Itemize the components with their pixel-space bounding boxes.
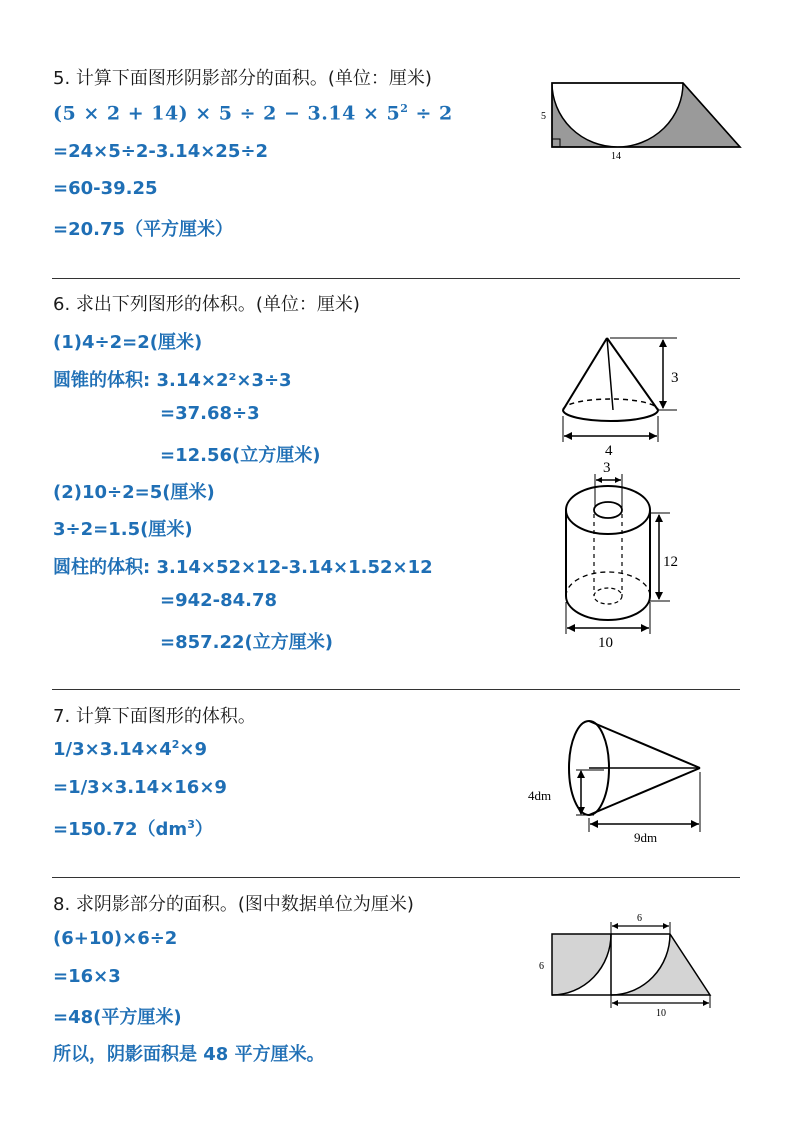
q7-line-1: $1/3\times 3.14\times 4^2\times 9$ — [53, 738, 207, 760]
q6-line-2: 圆锥的体积: 3.14×2²×3÷3 — [53, 370, 292, 391]
q8-bottom-label: 10 — [656, 1008, 666, 1019]
q5-title: 5. 计算下面图形阴影部分的面积。(单位：厘米) — [53, 68, 432, 89]
q5-height-label: 5 — [541, 111, 546, 122]
q7-cone-figure — [520, 712, 710, 850]
q8-top-label: 6 — [637, 913, 642, 924]
q6-line-3: =37.68÷3 — [160, 403, 260, 424]
q6-cyl-height-label: 12 — [663, 554, 678, 570]
q5-formula: $(5 \times 2 + 14) \times 5 \div 2 - 3.14 \times 5^2 \div 2$ — [53, 102, 453, 125]
q6-cone-figure — [555, 330, 695, 460]
q7-line-2: =1/3×3.14×16×9 — [53, 777, 227, 798]
q6-line-1: (1)4÷2=2(厘米) — [53, 332, 203, 353]
q5-line-3: =20.75（平方厘米） — [53, 219, 234, 240]
q6-line-4: =12.56(立方厘米) — [160, 445, 321, 466]
q5-line-2: =60-39.25 — [53, 178, 158, 199]
divider — [52, 689, 740, 690]
q6-cyl-inner-label: 3 — [603, 460, 611, 476]
q8-line-2: =16×3 — [53, 966, 121, 987]
q5-line-1: =24×5÷2-3.14×25÷2 — [53, 141, 268, 162]
q7-line-3: $=150.72(dm^3)$ — [53, 818, 213, 840]
q8-line-1: (6+10)×6÷2 — [53, 928, 178, 949]
q5-trapezoid-figure — [535, 75, 745, 165]
q6-line-7: 圆柱的体积: 3.14×52×12-3.14×1.52×12 — [53, 557, 433, 578]
divider — [52, 877, 740, 878]
q6-cone-height-label: 3 — [671, 370, 679, 386]
q6-title: 6. 求出下列图形的体积。(单位：厘米) — [53, 294, 360, 315]
q8-composite-figure — [535, 908, 720, 1020]
q8-line-3: =48(平方厘米) — [53, 1007, 182, 1028]
q7-title: 7. 计算下面图形的体积。 — [53, 706, 256, 727]
divider — [52, 278, 740, 279]
q8-line-4: 所以，阴影面积是 48 平方厘米。 — [53, 1044, 325, 1065]
q6-line-6: 3÷2=1.5(厘米) — [53, 519, 193, 540]
q8-title: 8. 求阴影部分的面积。(图中数据单位为厘米) — [53, 894, 414, 915]
q6-cyl-diameter-label: 10 — [598, 635, 613, 651]
q8-side-label: 6 — [539, 961, 544, 972]
q6-cone-diameter-label: 4 — [605, 443, 613, 459]
q5-base-label: 14 — [611, 151, 621, 162]
q6-line-8: =942-84.78 — [160, 590, 278, 611]
q6-line-5: (2)10÷2=5(厘米) — [53, 482, 215, 503]
q7-height-label: 9dm — [634, 830, 658, 845]
q7-radius-label: 4dm — [528, 788, 552, 803]
q6-line-9: =857.22(立方厘米) — [160, 632, 333, 653]
q6-cylinder-figure — [555, 458, 695, 654]
